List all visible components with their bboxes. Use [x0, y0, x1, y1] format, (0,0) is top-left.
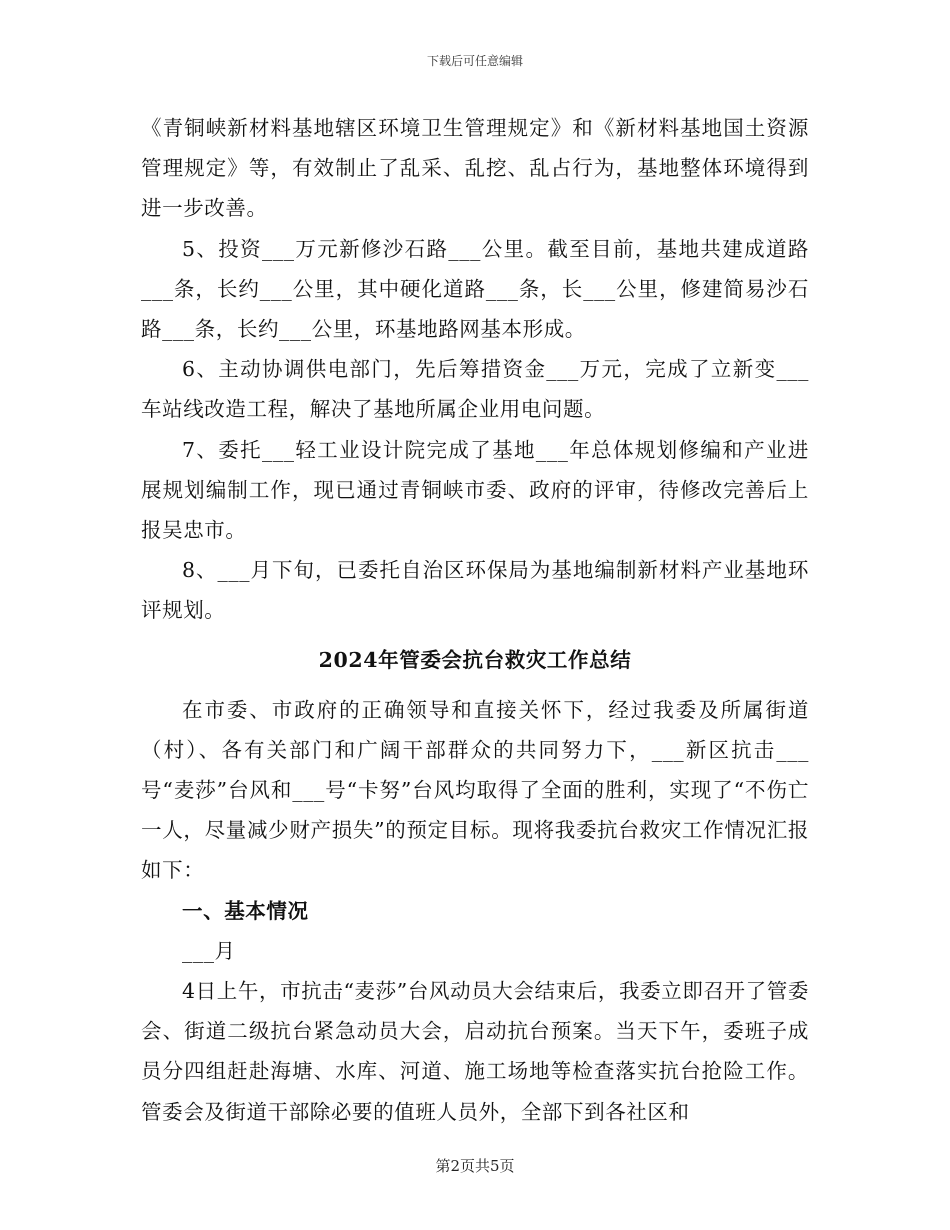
page-footer-number: 第2页共5页 — [435, 1157, 515, 1175]
paragraph-item-5: 5、投资___万元新修沙石路___公里。截至目前，基地共建成道路___条，长约___公里，其中硬化道路___条，长___公里，修建简易沙石路___条，长约___公里，环基地路网基本形成。 — [141, 236, 809, 342]
section-title: 2024年管委会抗台救灾工作总结 — [318, 647, 632, 672]
section-heading-basic-situation: 一、基本情况 — [182, 898, 309, 923]
document-body — [141, 108, 809, 1132]
paragraph-item-7: 7、委托___轻工业设计院完成了基地___年总体规划修编和产业进展规划编制工作，现已通过青铜峡市委、政府的评审，待修改完善后上报吴忠市。 — [141, 437, 809, 543]
paragraph-item-6: 6、主动协调供电部门，先后筹措资金___万元，完成了立新变___车站线改造工程，解决了基地所属企业用电问题。 — [141, 357, 809, 422]
paragraph-intro: 在市委、市政府的正确领导和直接关怀下，经过我委及所属街道（村）、各有关部门和广阔干部群众的共同努力下，___新区抗击___号“麦莎”台风和___号“卡努”台风均取得了全面的胜利，实现了“不伤亡一人，尽量减少财产损失”的预定目标。现将我委抗台救灾工作情况汇报如下： — [141, 697, 809, 883]
paragraph-month: ___月 — [182, 938, 236, 963]
paragraph-item-8: 8、___月下旬，已委托自治区环保局为基地编制新材料产业基地环评规划。 — [141, 558, 809, 623]
paragraph-regulations: 《青铜峡新材料基地辖区环境卫生管理规定》和《新材料基地国土资源管理规定》等，有效制止了乱采、乱挖、乱占行为，基地整体环境得到进一步改善。 — [141, 116, 809, 221]
paragraph-day-4: 4日上午，市抗击“麦莎”台风动员大会结束后，我委立即召开了管委会、街道二级抗台紧急动员大会，启动抗台预案。当天下午，委班子成员分四组赶赴海塘、水库、河道、施工场地等检查落实抗台抢险工作。管委会及街道干部除必要的值班人员外，全部下到各社区和 — [141, 979, 809, 1124]
page-header-note: 下载后可任意编辑 — [426, 54, 523, 68]
